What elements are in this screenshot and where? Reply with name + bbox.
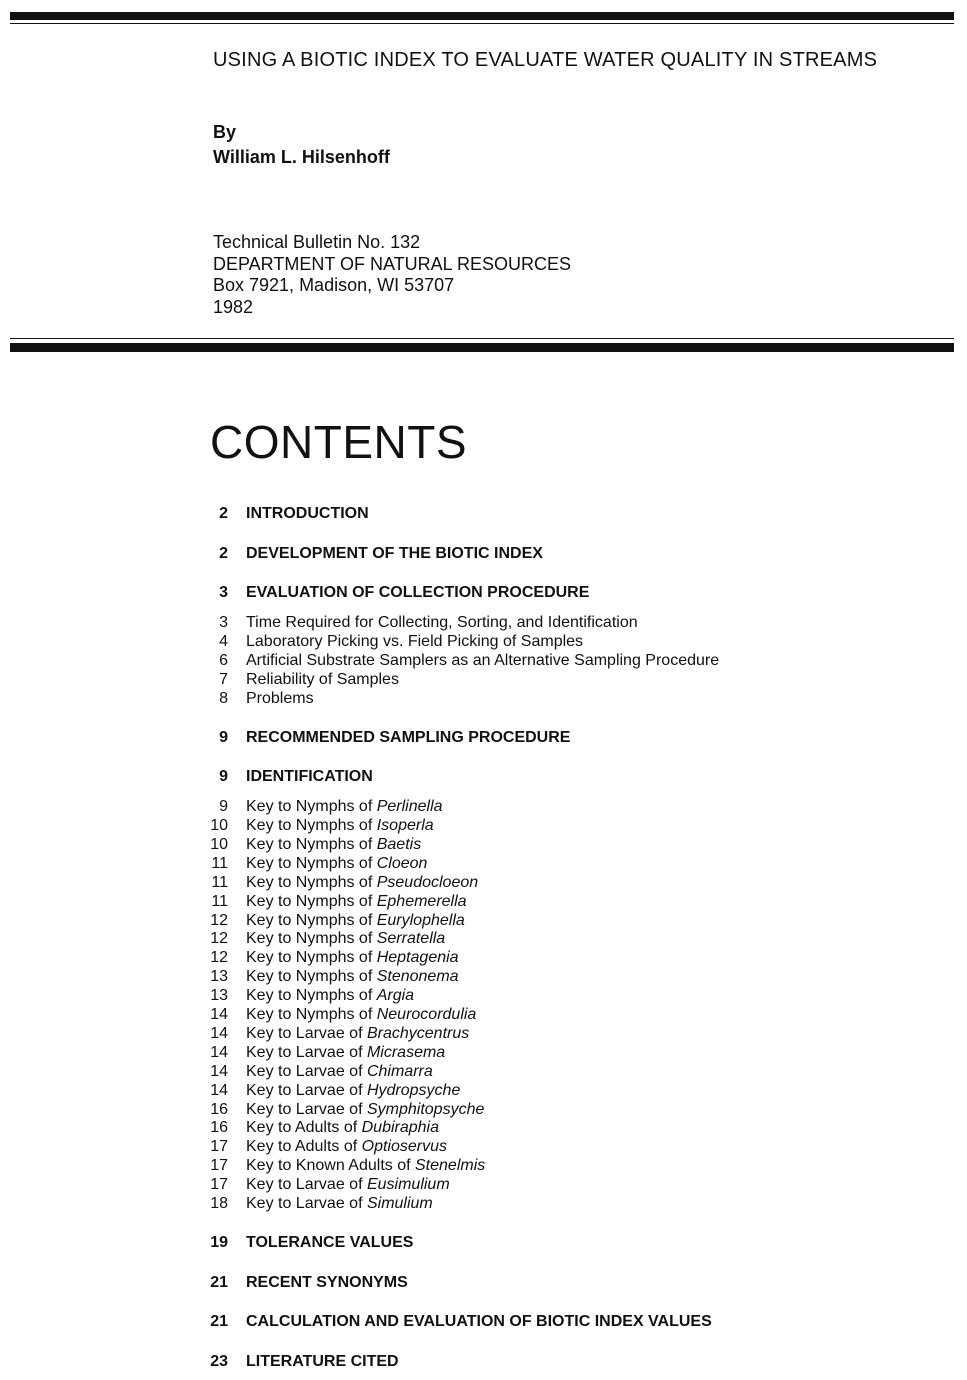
toc-entry-label [246,767,373,786]
address: Box 7921, Madison, WI 53707 [213,275,455,295]
department-name: DEPARTMENT OF NATURAL RESOURCES [213,253,572,274]
toc-entry-text: Key to Adults of [246,1138,362,1156]
toc-entry-label [246,1312,712,1331]
toc-taxon-name: Heptagenia [376,949,459,967]
toc-page-number: 13 [210,968,228,986]
toc-taxon-name: Stenelmis [415,1157,486,1175]
toc-page-number: 11 [211,892,228,910]
toc-entry-text: LITERATURE CITED [246,1352,399,1370]
toc-entry-text: EVALUATION OF COLLECTION PROCEDURE [246,584,590,601]
mid-thin-rule [10,338,954,339]
toc-entry-text: Key to Adults of [246,1119,362,1137]
toc-page-number: 17 [210,1138,228,1156]
toc-entry-label [246,911,465,930]
toc-page-number: 14 [210,1043,228,1061]
toc-taxon-name: Pseudocloeon [376,873,479,891]
toc-taxon-name: Brachycentrus [366,1024,470,1042]
toc-entry-label [246,948,459,967]
toc-entry-text: Key to Nymphs of [246,854,377,872]
toc-entry-label [246,504,369,523]
toc-entry-label [246,1024,469,1043]
toc-entry-text: Key to Known Adults of [246,1157,415,1175]
toc-entry-label [246,728,570,747]
toc-entry-text: Key to Nymphs of [246,968,377,986]
publication-info [213,232,571,318]
toc-page-number: 12 [210,949,228,967]
toc-page-number: 2 [219,544,228,562]
toc-entry-text: Key to Nymphs of [246,817,377,834]
toc-taxon-name: Neurocordulia [376,1006,477,1023]
toc-taxon-name: Dubiraphia [361,1119,440,1137]
toc-page-number: 9 [219,768,228,786]
toc-entry-text: Key to Nymphs of [246,892,377,910]
toc-page-number: 10 [210,835,228,853]
toc-entry-label [246,816,434,835]
toc-entry-text: Key to Larvae of [246,1062,367,1080]
toc-entry-text: Key to Nymphs of [246,930,377,948]
toc-entry-label [246,1175,450,1194]
toc-entry-text: Reliability of Samples [246,670,399,688]
toc-entry-label [246,1100,484,1119]
toc-entry-text: DEVELOPMENT OF THE BIOTIC INDEX [246,544,543,562]
toc-taxon-name: Optioservus [361,1138,447,1156]
toc-taxon-name: Isoperla [376,817,434,834]
toc-page-number: 13 [210,987,228,1005]
toc-entry-label [246,854,427,873]
toc-entry-text: Laboratory Picking vs. Field Picking of Samples [246,632,584,650]
toc-taxon-name: Chimarra [366,1062,433,1080]
toc-entry-label [246,1156,485,1175]
toc-entry-text: Key to Larvae of [246,1081,367,1099]
toc-page-number: 11 [211,873,228,891]
toc-page-number: 9 [219,798,228,816]
toc-page-number: 17 [210,1157,228,1175]
toc-entry-text: RECOMMENDED SAMPLING PROCEDURE [246,728,571,746]
toc-entry-label [246,544,543,563]
toc-entry-label [246,797,443,816]
toc-page-number: 14 [210,1081,228,1099]
toc-entry-label [246,1062,433,1081]
toc-entry-label [246,1233,413,1252]
bulletin-number: Technical Bulletin No. 132 [213,232,421,252]
toc-entry-text: Key to Larvae of [246,1176,367,1194]
toc-page-number: 14 [210,1024,228,1042]
toc-taxon-name: Baetis [376,835,422,853]
toc-entry-label [246,613,638,632]
mid-thick-rule [10,343,954,352]
toc-entry-text: Key to Nymphs of [246,835,377,853]
toc-page-number: 10 [210,817,228,834]
toc-entry-text: Key to Nymphs of [246,798,377,816]
toc-page-number: 21 [210,1273,228,1291]
toc-page-number: 12 [210,911,228,929]
toc-entry-label [246,835,421,854]
toc-taxon-name: Eusimulium [366,1176,450,1194]
toc-page-number: 8 [219,689,228,707]
toc-entry-label [246,670,399,689]
toc-page-number: 14 [210,1062,228,1080]
toc-taxon-name: Eurylophella [376,911,465,929]
by-label: By [213,122,237,142]
toc-entry-label [246,892,467,911]
toc-page-number: 18 [210,1195,228,1212]
toc-entry-label [246,1118,439,1137]
toc-entry-text: Key to Nymphs of [246,911,377,929]
toc-entry-text: Key to Larvae of [246,1100,367,1118]
toc-page-number: 23 [210,1352,228,1370]
toc-entry-text: Problems [246,689,314,707]
toc-entry-label [246,583,589,602]
author-name: William L. Hilsenhoff [213,147,390,167]
toc-taxon-name: Serratella [376,930,446,948]
toc-page-number: 2 [219,505,228,522]
toc-entry-text: Key to Nymphs of [246,987,377,1005]
toc-entry-label [246,1137,447,1156]
toc-entry-text: RECENT SYNONYMS [246,1273,408,1291]
toc-entry-text: Key to Larvae of [246,1024,367,1042]
toc-entry-label [246,632,583,651]
toc-entry-text: Time Required for Collecting, Sorting, and Identification [246,614,638,631]
toc-entry-text: Key to Nymphs of [246,1006,377,1023]
toc-taxon-name: Perlinella [376,798,443,816]
toc-entry-label [246,986,414,1005]
toc-page-number: 17 [210,1176,228,1194]
toc-entry-label [246,967,459,986]
toc-taxon-name: Symphitopsyche [366,1100,485,1118]
byline [213,120,390,170]
toc-entry-label [246,1194,433,1213]
toc-entry-text: INTRODUCTION [246,505,369,522]
toc-entry-text: Key to Larvae of [246,1195,367,1212]
toc-page-number: 12 [210,930,228,948]
toc-taxon-name: Argia [376,987,415,1005]
toc-page-number: 9 [219,728,228,746]
toc-page-number: 14 [210,1006,228,1023]
toc-taxon-name: Cloeon [376,854,428,872]
toc-entry-label [246,1352,399,1371]
toc-page-number: 3 [219,584,228,601]
toc-page-number: 3 [219,614,228,631]
toc-taxon-name: Ephemerella [376,892,467,910]
toc-entry-label [246,1273,408,1292]
toc-entry-label [246,1081,460,1100]
toc-entry-label [246,1005,476,1024]
toc-page-number: 16 [210,1100,228,1118]
toc-entry-text: Key to Nymphs of [246,873,377,891]
toc-page-number: 6 [219,651,228,669]
toc-page-number: 19 [210,1234,228,1251]
toc-entry-label [246,651,719,670]
toc-entry-text: IDENTIFICATION [246,768,373,786]
toc-taxon-name: Micrasema [366,1043,446,1061]
toc-page-number: 16 [210,1119,228,1137]
document-title: USING A BIOTIC INDEX TO EVALUATE WATER QUALITY IN STREAMS [213,49,878,71]
toc-entry-label [246,1043,445,1062]
publication-year: 1982 [213,296,254,317]
toc-entry-label [246,873,478,892]
toc-entry-text: CALCULATION AND EVALUATION OF BIOTIC INDEX VALUES [246,1313,712,1330]
toc-entry-text: Artificial Substrate Samplers as an Alternative Sampling Procedure [246,651,720,669]
toc-page-number: 7 [219,670,228,688]
toc-entry-label [246,929,445,948]
toc-taxon-name: Simulium [366,1195,433,1212]
contents-heading: CONTENTS [210,416,467,468]
top-thin-rule [10,23,954,24]
toc-page-number: 21 [210,1313,228,1330]
toc-entry-text: TOLERANCE VALUES [246,1234,414,1251]
toc-taxon-name: Stenonema [376,968,459,986]
toc-entry-text: Key to Larvae of [246,1043,367,1061]
toc-page-number: 4 [219,632,228,650]
toc-page-number: 11 [211,854,228,872]
toc-entry-label [246,689,314,708]
toc-taxon-name: Hydropsyche [366,1081,461,1099]
toc-entry-text: Key to Nymphs of [246,949,377,967]
top-thick-rule [10,12,954,20]
